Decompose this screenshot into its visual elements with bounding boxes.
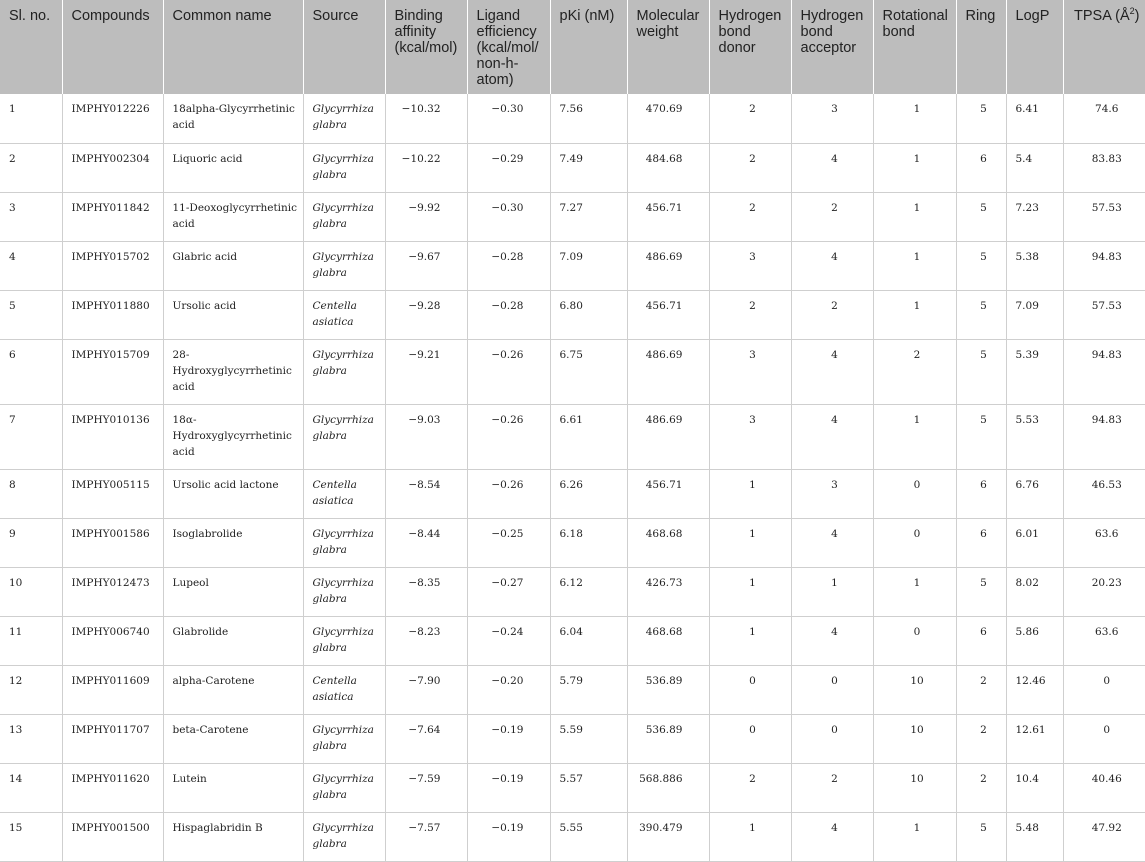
cell-ring: 2 <box>956 714 1006 763</box>
header-tpsa-text: TPSA (Å <box>1074 8 1130 24</box>
cell-ligand-efficiency: −0.28 <box>467 290 550 339</box>
cell-compound-id: IMPHY002304 <box>62 143 163 192</box>
cell-ring: 5 <box>956 290 1006 339</box>
cell-compound-id: IMPHY001500 <box>62 812 163 861</box>
cell-ligand-efficiency: −0.19 <box>467 812 550 861</box>
cell-ring: 5 <box>956 812 1006 861</box>
cell-ring: 5 <box>956 241 1006 290</box>
cell-common-name: Lutein <box>163 763 303 812</box>
cell-tpsa: 94.83 <box>1063 339 1145 404</box>
cell-hydrogen-bond-donor: 2 <box>709 94 791 143</box>
cell-sl-no: 9 <box>0 518 62 567</box>
cell-tpsa: 57.53 <box>1063 192 1145 241</box>
header-rotational-bond: Rotational bond <box>873 0 956 94</box>
cell-common-name: 28-Hydroxyglycyrrhetinic acid <box>163 339 303 404</box>
cell-sl-no: 10 <box>0 567 62 616</box>
cell-common-name: beta-Carotene <box>163 714 303 763</box>
header-compounds: Compounds <box>62 0 163 94</box>
cell-ring: 5 <box>956 339 1006 404</box>
cell-molecular-weight: 536.89 <box>627 665 709 714</box>
cell-hydrogen-bond-donor: 3 <box>709 241 791 290</box>
cell-logp: 5.39 <box>1006 339 1063 404</box>
table-row <box>0 812 1145 861</box>
cell-sl-no: 12 <box>0 665 62 714</box>
cell-hydrogen-bond-donor: 1 <box>709 616 791 665</box>
cell-ring: 6 <box>956 518 1006 567</box>
cell-molecular-weight: 456.71 <box>627 469 709 518</box>
cell-pki: 7.56 <box>550 94 627 143</box>
cell-hydrogen-bond-donor: 3 <box>709 404 791 469</box>
cell-sl-no: 5 <box>0 290 62 339</box>
header-binding-affinity: Binding affinity (kcal/mol) <box>385 0 467 94</box>
cell-logp: 5.53 <box>1006 404 1063 469</box>
cell-compound-id: IMPHY012473 <box>62 567 163 616</box>
cell-hydrogen-bond-donor: 2 <box>709 143 791 192</box>
cell-tpsa: 47.92 <box>1063 812 1145 861</box>
cell-hydrogen-bond-acceptor: 4 <box>791 241 873 290</box>
cell-sl-no: 8 <box>0 469 62 518</box>
cell-tpsa: 20.23 <box>1063 567 1145 616</box>
cell-tpsa: 46.53 <box>1063 469 1145 518</box>
cell-source: Glycyrrhiza glabra <box>303 567 385 616</box>
header-tpsa-close: ) <box>1134 8 1140 24</box>
cell-source: Glycyrrhiza glabra <box>303 763 385 812</box>
cell-rotational-bond: 1 <box>873 192 956 241</box>
cell-binding-affinity: −9.03 <box>385 404 467 469</box>
cell-molecular-weight: 536.89 <box>627 714 709 763</box>
table-row <box>0 241 1145 290</box>
table-row <box>0 290 1145 339</box>
cell-compound-id: IMPHY011880 <box>62 290 163 339</box>
cell-rotational-bond: 0 <box>873 469 956 518</box>
cell-rotational-bond: 10 <box>873 763 956 812</box>
cell-compound-id: IMPHY011707 <box>62 714 163 763</box>
cell-source: Glycyrrhiza glabra <box>303 241 385 290</box>
cell-logp: 6.01 <box>1006 518 1063 567</box>
cell-ring: 6 <box>956 469 1006 518</box>
cell-sl-no: 15 <box>0 812 62 861</box>
cell-source: Centella asiatica <box>303 665 385 714</box>
cell-common-name: Hispaglabridin B <box>163 812 303 861</box>
cell-rotational-bond: 1 <box>873 241 956 290</box>
cell-hydrogen-bond-acceptor: 0 <box>791 714 873 763</box>
cell-tpsa: 40.46 <box>1063 763 1145 812</box>
header-hydrogen-bond-donor: Hydrogen bond donor <box>709 0 791 94</box>
cell-molecular-weight: 390.479 <box>627 812 709 861</box>
cell-hydrogen-bond-acceptor: 2 <box>791 763 873 812</box>
table-row <box>0 404 1145 469</box>
cell-hydrogen-bond-donor: 0 <box>709 714 791 763</box>
header-tpsa-superscript: 2 <box>1129 6 1135 17</box>
cell-source: Centella asiatica <box>303 469 385 518</box>
cell-rotational-bond: 1 <box>873 143 956 192</box>
cell-hydrogen-bond-acceptor: 1 <box>791 567 873 616</box>
cell-compound-id: IMPHY015702 <box>62 241 163 290</box>
cell-tpsa: 0 <box>1063 665 1145 714</box>
cell-ligand-efficiency: −0.26 <box>467 339 550 404</box>
cell-compound-id: IMPHY011620 <box>62 763 163 812</box>
cell-pki: 7.49 <box>550 143 627 192</box>
cell-tpsa: 94.83 <box>1063 404 1145 469</box>
cell-tpsa: 94.83 <box>1063 241 1145 290</box>
cell-logp: 7.23 <box>1006 192 1063 241</box>
cell-logp: 12.46 <box>1006 665 1063 714</box>
cell-source: Glycyrrhiza glabra <box>303 812 385 861</box>
cell-binding-affinity: −9.28 <box>385 290 467 339</box>
cell-ring: 6 <box>956 143 1006 192</box>
cell-pki: 6.18 <box>550 518 627 567</box>
header-common-name: Common name <box>163 0 303 94</box>
cell-hydrogen-bond-acceptor: 2 <box>791 290 873 339</box>
header-row <box>0 0 1145 94</box>
cell-compound-id: IMPHY001586 <box>62 518 163 567</box>
cell-hydrogen-bond-acceptor: 3 <box>791 94 873 143</box>
cell-common-name: Ursolic acid <box>163 290 303 339</box>
cell-sl-no: 1 <box>0 94 62 143</box>
cell-ring: 2 <box>956 763 1006 812</box>
cell-hydrogen-bond-acceptor: 4 <box>791 143 873 192</box>
cell-binding-affinity: −10.32 <box>385 94 467 143</box>
cell-source: Glycyrrhiza glabra <box>303 714 385 763</box>
cell-common-name: alpha-Carotene <box>163 665 303 714</box>
cell-source: Glycyrrhiza glabra <box>303 616 385 665</box>
cell-rotational-bond: 1 <box>873 404 956 469</box>
cell-hydrogen-bond-acceptor: 2 <box>791 192 873 241</box>
cell-pki: 5.55 <box>550 812 627 861</box>
cell-compound-id: IMPHY015709 <box>62 339 163 404</box>
cell-ligand-efficiency: −0.28 <box>467 241 550 290</box>
cell-molecular-weight: 486.69 <box>627 339 709 404</box>
cell-hydrogen-bond-acceptor: 4 <box>791 616 873 665</box>
header-logp: LogP <box>1006 0 1063 94</box>
cell-ligand-efficiency: −0.24 <box>467 616 550 665</box>
cell-logp: 6.41 <box>1006 94 1063 143</box>
cell-logp: 7.09 <box>1006 290 1063 339</box>
cell-pki: 6.80 <box>550 290 627 339</box>
cell-rotational-bond: 10 <box>873 665 956 714</box>
cell-hydrogen-bond-acceptor: 0 <box>791 665 873 714</box>
cell-binding-affinity: −7.59 <box>385 763 467 812</box>
cell-source: Glycyrrhiza glabra <box>303 339 385 404</box>
cell-molecular-weight: 484.68 <box>627 143 709 192</box>
cell-molecular-weight: 486.69 <box>627 404 709 469</box>
cell-pki: 6.61 <box>550 404 627 469</box>
cell-binding-affinity: −8.54 <box>385 469 467 518</box>
cell-hydrogen-bond-acceptor: 4 <box>791 404 873 469</box>
cell-logp: 6.76 <box>1006 469 1063 518</box>
cell-ligand-efficiency: −0.30 <box>467 94 550 143</box>
cell-rotational-bond: 1 <box>873 290 956 339</box>
cell-common-name: Liquoric acid <box>163 143 303 192</box>
cell-hydrogen-bond-donor: 2 <box>709 192 791 241</box>
cell-rotational-bond: 1 <box>873 567 956 616</box>
cell-pki: 7.27 <box>550 192 627 241</box>
table-row <box>0 567 1145 616</box>
cell-common-name: Lupeol <box>163 567 303 616</box>
cell-binding-affinity: −7.64 <box>385 714 467 763</box>
table-row <box>0 665 1145 714</box>
cell-binding-affinity: −9.21 <box>385 339 467 404</box>
cell-logp: 12.61 <box>1006 714 1063 763</box>
table-row <box>0 143 1145 192</box>
cell-hydrogen-bond-donor: 1 <box>709 518 791 567</box>
cell-rotational-bond: 0 <box>873 616 956 665</box>
header-molecular-weight: Molecular weight <box>627 0 709 94</box>
cell-binding-affinity: −8.23 <box>385 616 467 665</box>
cell-hydrogen-bond-acceptor: 4 <box>791 339 873 404</box>
cell-binding-affinity: −8.35 <box>385 567 467 616</box>
cell-hydrogen-bond-donor: 3 <box>709 339 791 404</box>
cell-ring: 6 <box>956 616 1006 665</box>
cell-sl-no: 4 <box>0 241 62 290</box>
cell-pki: 5.79 <box>550 665 627 714</box>
cell-molecular-weight: 468.68 <box>627 518 709 567</box>
cell-hydrogen-bond-acceptor: 3 <box>791 469 873 518</box>
cell-logp: 5.4 <box>1006 143 1063 192</box>
cell-ring: 5 <box>956 192 1006 241</box>
cell-compound-id: IMPHY010136 <box>62 404 163 469</box>
cell-sl-no: 2 <box>0 143 62 192</box>
cell-ligand-efficiency: −0.30 <box>467 192 550 241</box>
table-row <box>0 763 1145 812</box>
cell-source: Glycyrrhiza glabra <box>303 94 385 143</box>
cell-tpsa: 63.6 <box>1063 616 1145 665</box>
cell-binding-affinity: −9.92 <box>385 192 467 241</box>
cell-tpsa: 63.6 <box>1063 518 1145 567</box>
header-source: Source <box>303 0 385 94</box>
cell-compound-id: IMPHY011842 <box>62 192 163 241</box>
cell-ligand-efficiency: −0.26 <box>467 404 550 469</box>
table-row <box>0 616 1145 665</box>
cell-pki: 5.57 <box>550 763 627 812</box>
cell-rotational-bond: 0 <box>873 518 956 567</box>
cell-ring: 2 <box>956 665 1006 714</box>
cell-pki: 7.09 <box>550 241 627 290</box>
cell-molecular-weight: 468.68 <box>627 616 709 665</box>
cell-binding-affinity: −7.57 <box>385 812 467 861</box>
cell-molecular-weight: 486.69 <box>627 241 709 290</box>
cell-tpsa: 57.53 <box>1063 290 1145 339</box>
cell-ligand-efficiency: −0.19 <box>467 763 550 812</box>
cell-hydrogen-bond-donor: 1 <box>709 812 791 861</box>
cell-logp: 5.86 <box>1006 616 1063 665</box>
cell-tpsa: 0 <box>1063 714 1145 763</box>
cell-source: Glycyrrhiza glabra <box>303 143 385 192</box>
cell-sl-no: 6 <box>0 339 62 404</box>
cell-ligand-efficiency: −0.26 <box>467 469 550 518</box>
cell-binding-affinity: −8.44 <box>385 518 467 567</box>
cell-rotational-bond: 2 <box>873 339 956 404</box>
header-ligand-efficiency: Ligand efficiency (kcal/mol/ non-h-atom) <box>467 0 550 94</box>
cell-rotational-bond: 1 <box>873 812 956 861</box>
cell-pki: 6.75 <box>550 339 627 404</box>
cell-tpsa: 83.83 <box>1063 143 1145 192</box>
cell-binding-affinity: −9.67 <box>385 241 467 290</box>
cell-hydrogen-bond-donor: 1 <box>709 469 791 518</box>
cell-ligand-efficiency: −0.20 <box>467 665 550 714</box>
cell-source: Centella asiatica <box>303 290 385 339</box>
cell-ligand-efficiency: −0.25 <box>467 518 550 567</box>
cell-common-name: 11-Deoxoglycyrrhetinic acid <box>163 192 303 241</box>
cell-ligand-efficiency: −0.29 <box>467 143 550 192</box>
cell-tpsa: 74.6 <box>1063 94 1145 143</box>
cell-hydrogen-bond-donor: 0 <box>709 665 791 714</box>
cell-logp: 10.4 <box>1006 763 1063 812</box>
cell-hydrogen-bond-donor: 1 <box>709 567 791 616</box>
cell-compound-id: IMPHY011609 <box>62 665 163 714</box>
cell-ring: 5 <box>956 404 1006 469</box>
cell-ligand-efficiency: −0.27 <box>467 567 550 616</box>
cell-compound-id: IMPHY012226 <box>62 94 163 143</box>
cell-molecular-weight: 456.71 <box>627 192 709 241</box>
cell-logp: 5.38 <box>1006 241 1063 290</box>
header-hydrogen-bond-acceptor: Hydrogen bond acceptor <box>791 0 873 94</box>
table-row <box>0 192 1145 241</box>
cell-pki: 6.04 <box>550 616 627 665</box>
cell-binding-affinity: −10.22 <box>385 143 467 192</box>
cell-molecular-weight: 568.886 <box>627 763 709 812</box>
cell-common-name: 18α-Hydroxyglycyrrhetinic acid <box>163 404 303 469</box>
header-sl-no: Sl. no. <box>0 0 62 94</box>
table-row <box>0 714 1145 763</box>
cell-sl-no: 3 <box>0 192 62 241</box>
cell-rotational-bond: 1 <box>873 94 956 143</box>
header-tpsa <box>1063 0 1145 94</box>
cell-logp: 8.02 <box>1006 567 1063 616</box>
cell-ligand-efficiency: −0.19 <box>467 714 550 763</box>
table-row <box>0 339 1145 404</box>
cell-common-name: 18alpha-Glycyrrhetinic acid <box>163 94 303 143</box>
cell-sl-no: 7 <box>0 404 62 469</box>
cell-hydrogen-bond-donor: 2 <box>709 290 791 339</box>
cell-sl-no: 14 <box>0 763 62 812</box>
table-row <box>0 469 1145 518</box>
cell-compound-id: IMPHY006740 <box>62 616 163 665</box>
cell-molecular-weight: 456.71 <box>627 290 709 339</box>
cell-pki: 6.26 <box>550 469 627 518</box>
header-pki: pKi (nM) <box>550 0 627 94</box>
header-ring: Ring <box>956 0 1006 94</box>
cell-common-name: Ursolic acid lactone <box>163 469 303 518</box>
cell-pki: 6.12 <box>550 567 627 616</box>
cell-sl-no: 13 <box>0 714 62 763</box>
cell-common-name: Isoglabrolide <box>163 518 303 567</box>
table-row <box>0 518 1145 567</box>
cell-hydrogen-bond-acceptor: 4 <box>791 812 873 861</box>
cell-sl-no: 11 <box>0 616 62 665</box>
cell-common-name: Glabrolide <box>163 616 303 665</box>
cell-ring: 5 <box>956 94 1006 143</box>
cell-compound-id: IMPHY005115 <box>62 469 163 518</box>
table-body <box>0 94 1145 861</box>
cell-hydrogen-bond-donor: 2 <box>709 763 791 812</box>
cell-molecular-weight: 426.73 <box>627 567 709 616</box>
cell-hydrogen-bond-acceptor: 4 <box>791 518 873 567</box>
cell-binding-affinity: −7.90 <box>385 665 467 714</box>
cell-logp: 5.48 <box>1006 812 1063 861</box>
cell-source: Glycyrrhiza glabra <box>303 518 385 567</box>
cell-molecular-weight: 470.69 <box>627 94 709 143</box>
cell-source: Glycyrrhiza glabra <box>303 192 385 241</box>
cell-ring: 5 <box>956 567 1006 616</box>
cell-common-name: Glabric acid <box>163 241 303 290</box>
cell-rotational-bond: 10 <box>873 714 956 763</box>
cell-pki: 5.59 <box>550 714 627 763</box>
cell-source: Glycyrrhiza glabra <box>303 404 385 469</box>
table-row <box>0 94 1145 143</box>
